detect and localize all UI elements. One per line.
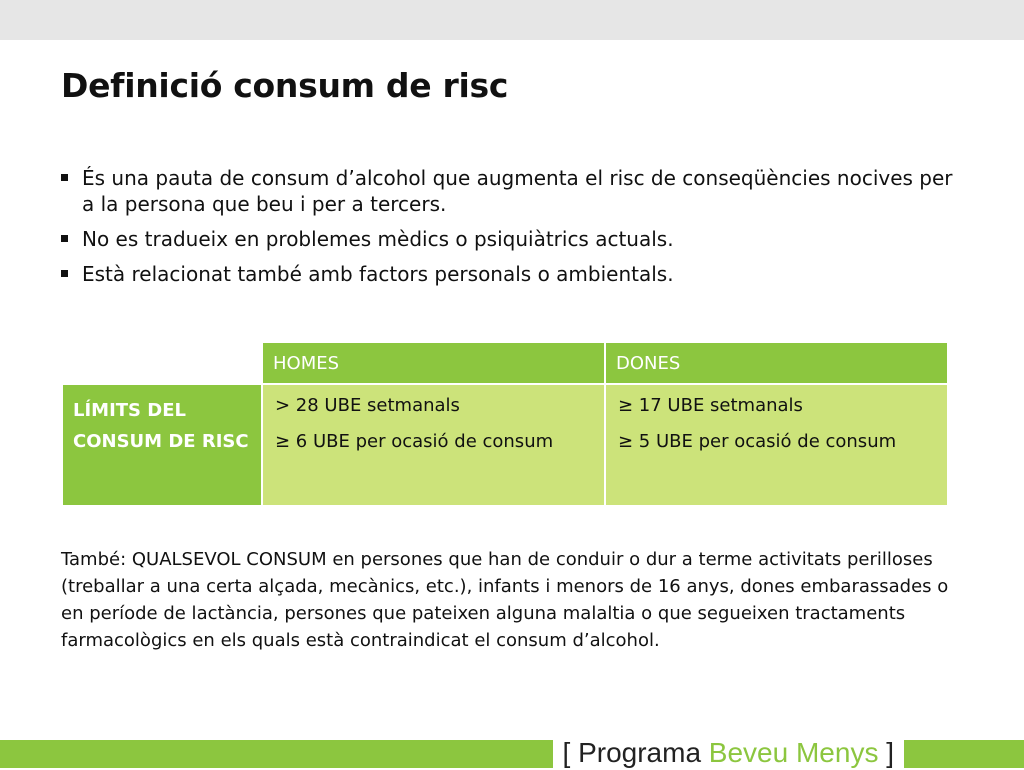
slide-title: Definició consum de risc xyxy=(61,66,509,105)
logo-bracket-close: ] xyxy=(886,737,894,768)
bullet-text: És una pauta de consum d’alcohol que augmenta el risc de conseqüències nocives per a la persona que beu i per a tercers. xyxy=(82,166,953,216)
square-bullet-icon xyxy=(61,235,68,242)
dones-occasion-limit: ≥ 5 UBE per ocasió de consum xyxy=(618,431,897,452)
row-header-limits: LÍMITS DEL CONSUM DE RISC xyxy=(62,384,262,506)
logo-accent: Beveu Menys xyxy=(708,737,879,768)
bullet-list xyxy=(61,165,961,296)
cell-homes xyxy=(262,384,605,506)
logo-bracket-open: [ xyxy=(562,737,571,768)
square-bullet-icon xyxy=(61,174,68,181)
bullet-text: Està relacionat també amb factors personals o ambientals. xyxy=(82,262,674,286)
table-corner-cell xyxy=(62,342,262,384)
note-paragraph: També: QUALSEVOL CONSUM en persones que han de conduir o dur a terme activitats perilloses (treballar a una certa alçada, mecànics, etc.), infants i menors de 16 anys, dones embarassades o en període de lactància, persones que pateixen alguna malaltia o que segueixen tractaments farmacològics en els quals està contraindicat el consum d’alcohol. xyxy=(61,549,949,651)
bullet-item xyxy=(61,261,961,287)
column-header-homes: HOMES xyxy=(262,342,605,384)
bullet-item xyxy=(61,165,961,217)
homes-weekly-limit: > 28 UBE setmanals xyxy=(275,395,460,416)
bullet-text: No es tradueix en problemes mèdics o psiquiàtrics actuals. xyxy=(82,227,674,251)
program-logo xyxy=(553,736,904,768)
table-row xyxy=(62,384,948,506)
dones-weekly-limit: ≥ 17 UBE setmanals xyxy=(618,395,803,416)
square-bullet-icon xyxy=(61,270,68,277)
limits-table xyxy=(61,341,949,507)
homes-occasion-limit: ≥ 6 UBE per ocasió de consum xyxy=(275,431,554,452)
cell-dones xyxy=(605,384,948,506)
column-header-dones: DONES xyxy=(605,342,948,384)
table-header-row xyxy=(62,342,948,384)
bullet-item xyxy=(61,226,961,252)
logo-word: Programa xyxy=(578,737,702,768)
top-band xyxy=(0,0,1024,40)
